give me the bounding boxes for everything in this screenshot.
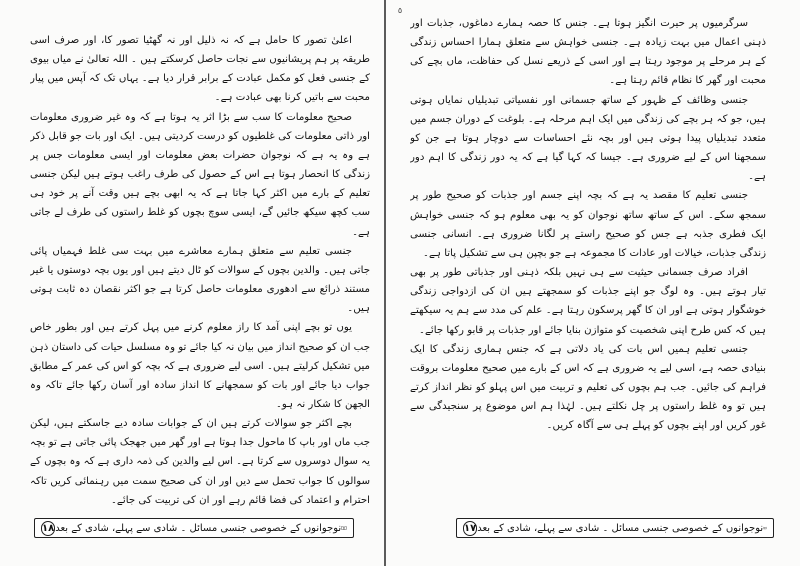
top-marker: ٥	[397, 6, 403, 15]
paragraph: جنسی تعلیم ہمیں اس بات کی یاد دلاتی ہے کہ جنس ہماری زندگی کا ایک بنیادی حصہ ہے، اسی لیے یہ ضروری ہے کہ اس کے بارے میں صحیح معلومات بروقت فراہم کی جائیں۔ جب ہم بچوں کی تعلیم و تربیت میں اس پہلو کو نظر انداز کرتے ہیں تو وہ غلط راستوں پر چل نکلتے ہیں۔ لہٰذا ہم اس موضوع پر سنجیدگی سے غور کریں اور اپنے بچوں کو پہلے ہی سے آگاہ کریں۔	[410, 343, 766, 432]
right-page-body	[410, 14, 766, 519]
open-book-icon	[341, 521, 347, 535]
page-number-badge: ١٨	[42, 522, 55, 534]
left-page-footer	[34, 518, 354, 538]
running-title: نوجوانوں کے خصوصی جنسی مسائل ۔ شادی سے پہلے، شادی کے بعد	[55, 522, 342, 534]
right-page	[386, 0, 800, 566]
running-title: نوجوانوں کے خصوصی جنسی مسائل ۔ شادی سے پہلے، شادی کے بعد	[477, 522, 764, 534]
paragraph: جنسی تعلیم کا مقصد یہ ہے کہ بچہ اپنے جسم اور جذبات کو صحیح طور پر سمجھ سکے۔ اس کے ساتھ ساتھ نوجوان کو یہ بھی معلوم ہو کہ جنسی خواہش ایک فطری جذبہ ہے جس کو صحیح راستے پر لگانا ضروری ہے۔ انسانی جنسی زندگی جذبات، خیالات اور عادات کا مجموعہ ہے جو بچپن ہی سے تشکیل پاتا ہے۔	[410, 190, 766, 259]
right-page-footer	[456, 518, 774, 538]
paragraph: جنسی تعلیم سے متعلق ہمارے معاشرے میں بہت سی غلط فہمیاں پائی جاتی ہیں۔ والدین بچوں کے سوالات کو ٹال دیتے ہیں اور یوں بچہ دوستوں یا غیر مستند ذرائع سے ادھوری معلومات حاصل کرتا ہے جو اکثر نقصان دہ ثابت ہوتی ہیں۔	[30, 245, 370, 315]
paragraph: اعلیٰ تصور کا حامل ہے کہ نہ ذلیل اور نہ گھٹیا تصور کا، اور صرف اسی طریقہ پر ہم پریشانیوں سے نجات حاصل کرسکتے ہیں ۔ اللہ تعالیٰ نے میاں بیوی کے جنسی فعل کو مکمل عبادت کے برابر قرار دیا ہے۔ یہاں تک کہ آپس میں پیار محبت سے باتیں کرنا بھی عبادت ہے۔	[30, 35, 370, 104]
page-number-badge: ١٧	[464, 522, 477, 534]
left-page	[0, 0, 384, 566]
paragraph: یوں تو بچے اپنی آمد کا راز معلوم کرنے میں پہل کرتے ہیں اور بطور خاص جب ان کو صحیح انداز میں بیان نہ کیا جائے تو وہ مسلسل حیات کی داستان ذہن میں تشکیل کرلیتے ہیں۔ اسی لیے ضروری ہے کہ بچہ کو اس کی عمر کے مطابق جواب دیا جائے اور بات کو سمجھانے کا انداز سادہ اور آسان رکھا جائے تاکہ وہ الجھن کا شکار نہ ہو۔	[30, 322, 370, 410]
paragraph: افراد صرف جسمانی حیثیت سے ہی نہیں بلکہ ذہنی اور جذباتی طور پر بھی تیار ہوتے ہیں۔ وہ لوگ جو اپنے جذبات کو سمجھتے ہیں ان کی ازدواجی زندگی خوشگوار ہوتی ہے اور ان کا گھر پرسکون رہتا ہے۔ علم کی مدد سے ہم یہ سیکھتے ہیں کہ کس طرح اپنی شخصیت کو متوازن بنایا جائے اور جذبات پر قابو رکھا جائے۔	[410, 267, 766, 336]
paragraph: بچے اکثر جو سوالات کرتے ہیں ان کے جوابات سادہ دیے جاسکتے ہیں، لیکن جب ماں اور باپ کا ماحول جدا ہوتا ہے اور گھر میں جھجک پائی جاتی ہے تو بچہ یہ سوال دوسروں سے کرتا ہے۔ اس لیے والدین کی ذمہ داری ہے کہ وہ بچوں کے سوالوں کا جواب تحمل سے دیں اور ان کی صحیح سمت میں رہنمائی کریں تاکہ احترام و اعتماد کی فضا قائم رہے اور ان کی تربیت کی جائے۔	[30, 418, 370, 506]
left-page-body	[30, 31, 370, 519]
paragraph: سرگرمیوں پر حیرت انگیز ہوتا ہے۔ جنس کا حصہ ہمارے دماغوں، جذبات اور ذہنی اعمال میں بہت زیادہ ہے۔ جنسی خواہش سے متعلق ہمارا احساس زندگی کے ہر مرحلے پر موجود رہتا ہے اور اسی کے ذریعے نسل کی حفاظت، ماں بچے کی محبت اور گھر کا نظام قائم رہتا ہے۔	[410, 18, 766, 87]
paragraph: جنسی وظائف کے ظہور کے ساتھ جسمانی اور نفسیاتی تبدیلیاں نمایاں ہوتی ہیں، جو کہ ہر بچے کی زندگی میں ایک اہم مرحلہ ہے۔ بلوغت کے دوران جسم میں متعدد تبدیلیاں پیدا ہوتی ہیں اور بچہ نئے احساسات سے دوچار ہوتا ہے جن کو سمجھنا اس کے لیے ضروری ہے۔ جیسا کہ کہا گیا ہے کہ یہ دور زندگی کا اہم دور ہے۔	[410, 94, 766, 183]
paragraph: صحیح معلومات کا سب سے بڑا اثر یہ ہوتا ہے کہ وہ غیر ضروری معلومات اور ذاتی معلومات کی غلطیوں کو درست کردیتی ہیں۔ ایک اور بات جو قابل ذکر ہے وہ یہ ہے کہ نوجوان حضرات بعض معلومات اور ایسی معلومات جس پر زندگی کا انحصار ہوتا ہے اس کے حصول کی طرف راغب ہوتے ہیں لیکن جنسی تعلیم کے بارے میں اکثر کہا جاتا ہے کہ یہ ابھی بچے ہیں وقت آنے پر خود ہی سب کچھ سیکھ جائیں گے، ایسی سوچ بچوں کو غلط راستوں کی طرف لے جاتی ہے۔	[30, 111, 370, 238]
open-book-icon	[763, 521, 767, 535]
